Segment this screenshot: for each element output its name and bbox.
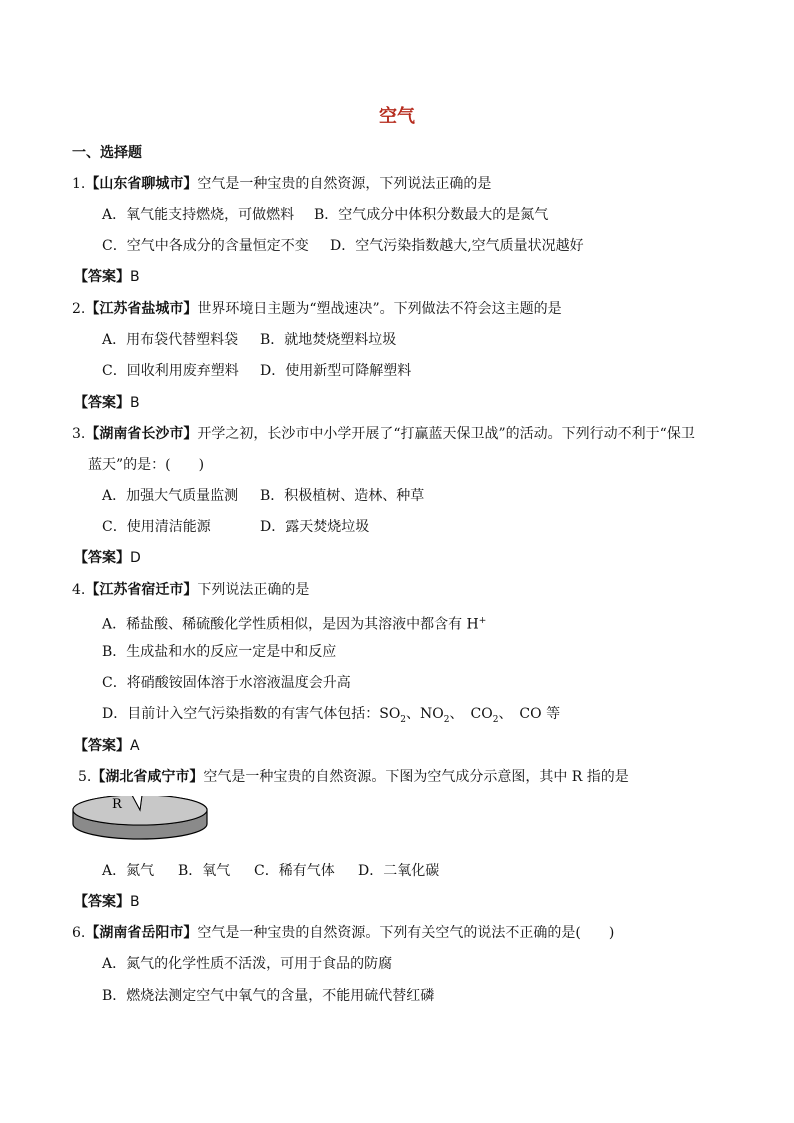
option-a: A．氮气 [102,863,155,879]
question-number: 1. [72,176,86,192]
air-composition-pie-diagram [70,796,210,846]
question-source: 【湖南省岳阳市】 [85,925,198,941]
options-row [102,206,548,224]
question-number: 4. [72,582,86,598]
question-stem: 开学之初，长沙市中小学开展了“打赢蓝天保卫战”的活动。下列行动不利于“保卫 [197,426,695,442]
option-b: B．氧气 [178,863,231,879]
options-row [102,331,396,349]
question-source: 【湖南省长沙市】 [85,426,198,442]
question-number: 5. [78,769,92,785]
option-c: C．回收利用废弃塑料 [102,363,239,379]
subscript: 2 [400,714,407,725]
option-a-text: A．稀盐酸、稀硫酸化学性质相似，是因为其溶液中都含有 H [102,616,479,633]
question-number: 3. [72,426,86,442]
question-2 [72,300,562,318]
question-source: 【江苏省宿迁市】 [85,582,198,598]
options-row [102,862,439,880]
options-row [102,487,424,505]
option-c: C．使用清洁能源 [102,519,211,535]
question-source: 【江苏省盐城市】 [85,301,198,317]
answer-value: B [130,395,140,411]
question-stem: 下列说法正确的是 [197,582,310,598]
question-stem: 世界环境日主题为“塑战速决”。下列做法不符会这主题的是 [197,301,562,317]
answer-4 [74,737,140,755]
question-source: 【湖北省咸宁市】 [91,769,204,785]
option-d-text: D．目前计入空气污染指数的有害气体包括：SO [102,706,401,722]
answer-2 [74,394,140,412]
option-b: B．生成盐和水的反应一定是中和反应 [102,644,337,660]
option-a: A．氮气的化学性质不活泼，可用于食品的防腐 [102,956,393,972]
answer-value: B [130,269,140,285]
answer-value: D [130,550,141,566]
answer-5 [74,893,140,911]
options-row [102,518,369,536]
question-5 [78,768,629,786]
question-3 [72,425,695,443]
option-d: D．露天焚烧垃圾 [260,519,370,535]
option-d: D．二氧化碳 [358,863,440,879]
option-d-text: 、 CO 等 [498,706,561,722]
option-c: C．将硝酸铵固体溶于水溶液温度会升高 [102,675,351,691]
question-number: 6. [72,925,86,941]
superscript: + [478,616,487,626]
question-source: 【山东省聊城市】 [85,176,198,192]
subscript: 2 [443,714,450,725]
subscript: 2 [492,714,499,725]
option-b: B．积极植树、造林、种草 [260,488,425,504]
option-d-text: 、 CO [449,706,493,722]
option-b: B．燃烧法测定空气中氧气的含量，不能用硫代替红磷 [102,988,435,1004]
question-stem: 空气是一种宝贵的自然资源。下列有关空气的说法不正确的是( ) [197,925,615,941]
option-a: A．用布袋代替塑料袋 [102,332,239,348]
option-b: B．就地焚烧塑料垃圾 [260,332,397,348]
option-d: D．使用新型可降解塑料 [260,363,412,379]
answer-1 [74,268,140,286]
question-6 [72,924,614,942]
option-a: A．加强大气质量监测 [102,488,239,504]
answer-value: B [130,894,140,910]
question-stem: 空气是一种宝贵的自然资源，下列说法正确的是 [197,176,492,192]
answer-label: 【答案】 [74,894,130,910]
answer-label: 【答案】 [74,269,130,285]
option-d-text: 、NO [406,706,444,722]
section-heading: 一、选择题 [72,145,142,161]
question-stem: 空气是一种宝贵的自然资源。下图为空气成分示意图，其中 R 指的是 [203,769,629,785]
pie-label-r: R [112,797,122,812]
question-number: 2. [72,301,86,317]
option-a [102,612,486,634]
answer-label: 【答案】 [74,738,130,754]
answer-value: A [130,738,140,754]
question-4 [72,581,309,599]
answer-label: 【答案】 [74,395,130,411]
option-d [102,705,560,729]
option-a: A．氧气能支持燃烧，可做燃料 [102,207,295,223]
question-1 [72,175,491,193]
option-c: C．稀有气体 [254,863,335,879]
answer-3 [74,549,141,567]
options-row [102,362,411,380]
option-c: C．空气中各成分的含量恒定不变 [102,238,309,254]
option-b: B．空气成分中体积分数最大的是氮气 [314,207,549,223]
answer-label: 【答案】 [74,550,130,566]
question-stem-continued: 蓝天”的是：( ) [88,457,205,473]
page-title: 空气 [379,106,415,127]
option-d: D．空气污染指数越大,空气质量状况越好 [330,238,584,254]
options-row [102,237,584,255]
